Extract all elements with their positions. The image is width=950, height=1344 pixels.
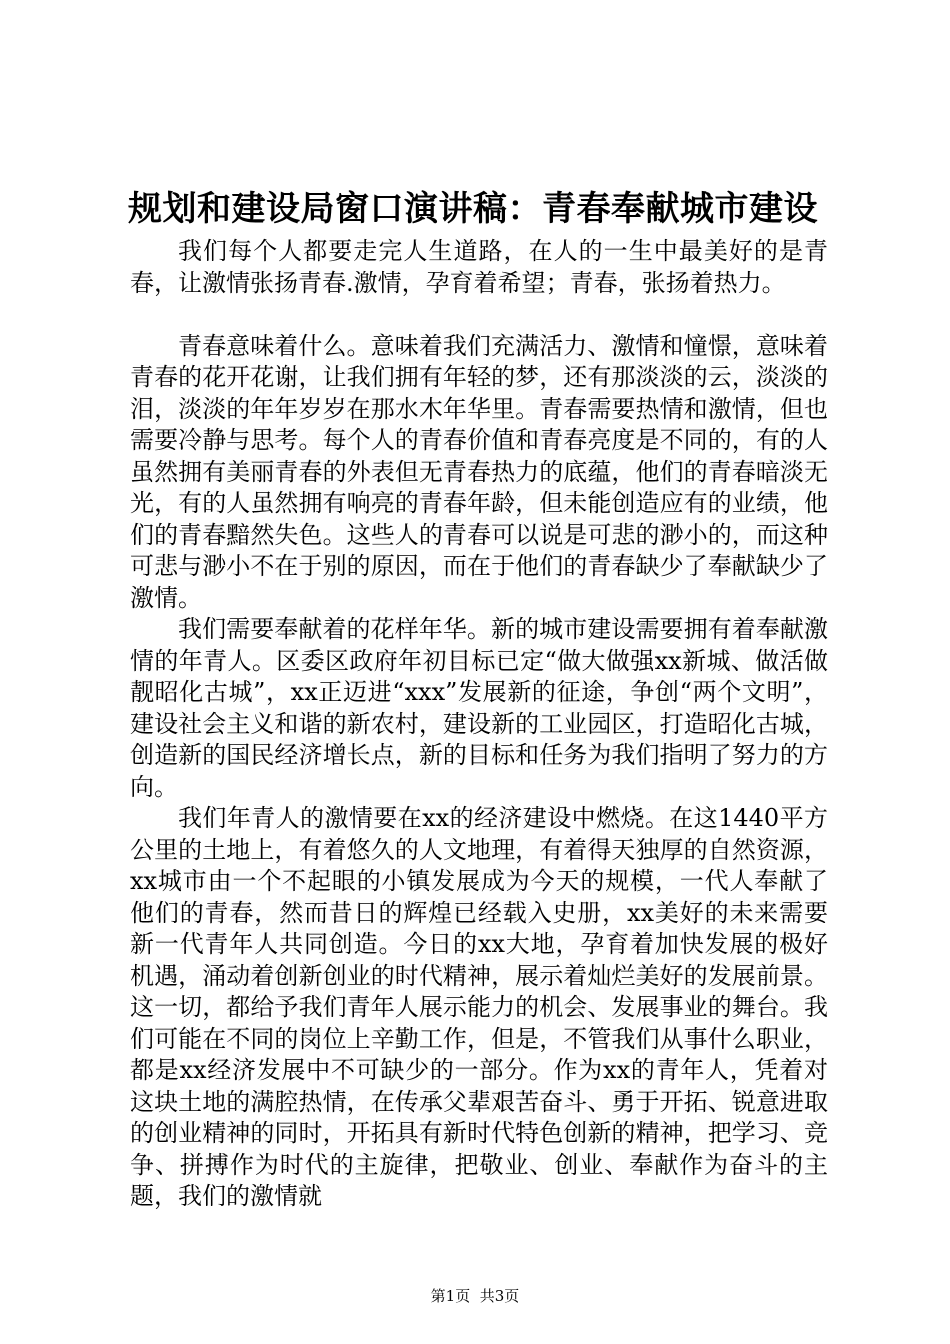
paragraph-youth-meaning: 青春意味着什么。意味着我们充满活力、激情和憧憬，意味着青春的花开花谢，让我们拥有年轻的梦，还有那淡淡的云，淡淡的泪，淡淡的年年岁岁在那水木年华里。青春需要热情和激情，但也需要冷静与思考。每个人的青春价值和青春亮度是不同的，有的人虽然拥有美丽青春的外表但无青春热力的底蕴，他们的青春暗淡无光，有的人虽然拥有响亮的青春年龄，但未能创造应有的业绩，他们的青春黯然失色。这些人的青春可以说是可悲的渺小的，而这种可悲与渺小不在于别的原因，而在于他们的青春缺少了奉献缺少了激情。 <box>130 331 828 612</box>
document-body <box>130 236 828 1213</box>
page-footer <box>0 1286 950 1306</box>
paragraph-economic-construction: 我们年青人的激情要在xx的经济建设中燃烧。在这1440平方公里的土地上，有着悠久的人文地理，有着得天独厚的自然资源，xx城市由一个不起眼的小镇发展成为今天的规模，一代人奉献了他们的青春，然而昔日的辉煌已经载入史册，xx美好的未来需要新一代青年人共同创造。今日的xx大地，孕育着加快发展的极好机遇，涌动着创新创业的时代精神，展示着灿烂美好的发展前景。这一切，都给予我们青年人展示能力的机会、发展事业的舞台。我们可能在不同的岗位上辛勤工作，但是，不管我们从事什么职业，都是xx经济发展中不可缺少的一部分。作为xx的青年人，凭着对这块土地的满腔热情，在传承父辈艰苦奋斗、勇于开拓、锐意进取的创业精神的同时，开拓具有新时代特色创新的精神，把学习、竞争、拼搏作为时代的主旋律，把敬业、创业、奉献作为奋斗的主题，我们的激情就 <box>130 804 828 1210</box>
document-title: 规划和建设局窗口演讲稿：青春奉献城市建设 <box>128 189 818 229</box>
page-number: 第1页 <box>430 1287 471 1305</box>
paragraph-intro: 我们每个人都要走完人生道路，在人的一生中最美好的是青春，让激情张扬青春.激情，孕育着希望；青春，张扬着热力。 <box>130 237 828 297</box>
paragraph-dedication: 我们需要奉献着的花样年华。新的城市建设需要拥有着奉献激情的年青人。区委区政府年初目标已定“做大做强xx新城、做活做靓昭化古城”，xx正迈进“xxx”发展新的征途，争创“两个文明”，建设社会主义和谐的新农村，建设新的工业园区，打造昭化古城，创造新的国民经济增长点，新的目标和任务为我们指明了努力的方向。 <box>130 615 828 801</box>
page-total: 共3页 <box>479 1287 520 1305</box>
